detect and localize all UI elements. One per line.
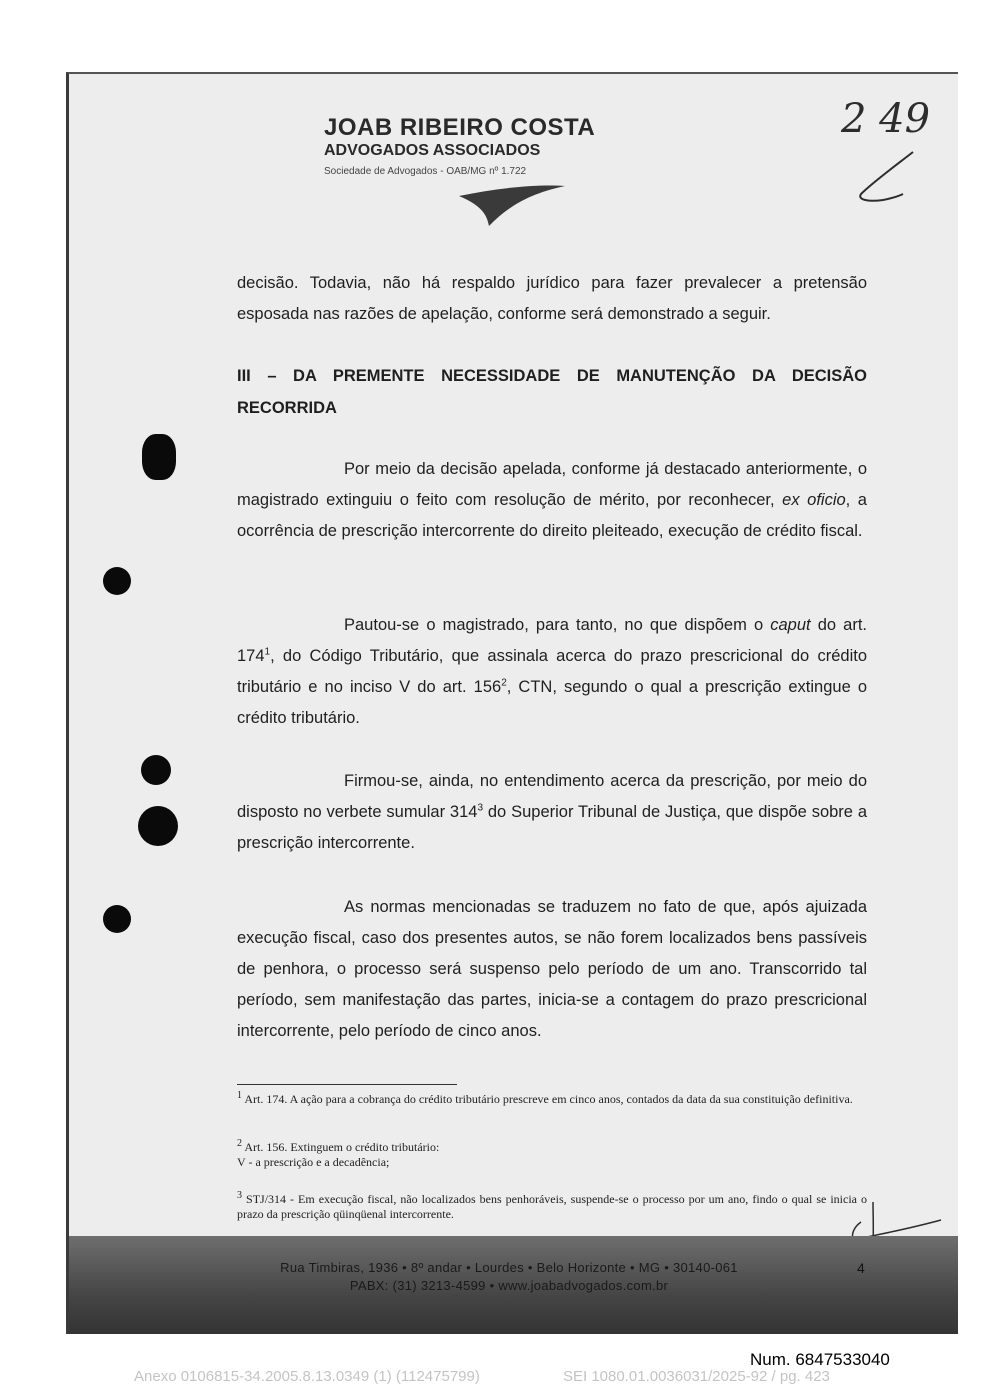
punch-hole-icon	[141, 755, 171, 785]
page-number: 4	[857, 1260, 865, 1276]
footnote-2: $^2$ Art. 156. Extinguem o crédito tributário: V - a prescrição e a decadência;	[237, 1138, 440, 1169]
paragraph-4: As normas mencionadas se traduzem no fato de que, após ajuizada execução fiscal, caso dos presentes autos, se não forem localizados bens passíveis de penhora, o processo será suspenso pelo período de um ano. Transcorrido tal período, sem manifestação das partes, inicia-se a contagem do prazo prescricional intercorrente, pelo período de cinco anos.	[237, 898, 867, 1040]
paragraph-1: Por meio da decisão apelada, conforme já destacado anteriormente, o magistrado extinguiu o feito com resolução de mérito, por reconhecer, ex oficio, a ocorrência de prescrição intercorrente do direito pleiteado, execução de crédito fiscal.	[237, 460, 867, 540]
handwritten-initial-icon	[847, 148, 917, 213]
footer-contact: PABX: (31) 3213-4599 • www.joabadvogados.com.br	[349, 1278, 669, 1293]
punch-hole-icon	[142, 434, 176, 480]
footnote-divider	[237, 1084, 457, 1085]
punch-hole-icon	[103, 905, 131, 933]
paragraph-2: Pautou-se o magistrado, para tanto, no que dispõem o caput do art. $174^1$, do Código Tributário, que assinala acerca do prazo prescricional do crédito tributário e no inciso V do art. $156^2$, CTN, segundo o qual a prescrição extingue o crédito tributário.	[237, 616, 868, 727]
paragraph-3: Firmou-se, ainda, no entendimento acerca da prescrição, por meio do disposto no verbete sumular $314^3$ do Superior Tribunal de Justiça, que dispõe sobre a prescrição intercorrente.	[237, 772, 867, 852]
punch-hole-icon	[138, 806, 178, 846]
handwritten-page-mark: 2 49	[841, 96, 931, 142]
footer-address: Rua Timbiras, 1936 • 8º andar • Lourdes • Belo Horizonte • MG • 30140-061	[280, 1260, 738, 1275]
section-heading: III – DA PREMENTE NECESSIDADE DE MANUTENÇÃO DA DECISÃO RECORRIDA	[237, 367, 867, 417]
swoosh-logo-icon	[457, 182, 567, 233]
intro-paragraph: decisão. Todavia, não há respaldo jurídico para fazer prevalecer a pretensão esposada nas razões de apelação, conforme será demonstrado a seguir.	[237, 274, 867, 323]
scanned-page	[66, 72, 958, 1334]
firm-registration: Sociedade de Advogados - OAB/MG nº 1.722	[324, 166, 527, 177]
firm-subtitle: ADVOGADOS ASSOCIADOS	[324, 142, 541, 159]
sei-reference: SEI 1080.01.0036031/2025-92 / pg. 423	[563, 1368, 830, 1385]
punch-hole-icon	[103, 567, 131, 595]
firm-name: JOAB RIBEIRO COSTA	[324, 114, 596, 141]
footnote-1: $^1$ Art. 174. A ação para a cobrança do crédito tributário prescreve em cinco anos, contados da data da sua constituição definitiva.	[237, 1090, 853, 1106]
annex-reference: Anexo 0106815-34.2005.8.13.0349 (1) (112475799)	[134, 1368, 480, 1385]
document-number: Num. 6847533040	[750, 1350, 890, 1369]
footnote-3: $^3$ STJ/314 - Em execução fiscal, não localizados bens penhoráveis, suspende-se o processo por um ano, findo o qual se inicia o prazo da prescrição qüinqüenal intercorrente.	[237, 1190, 867, 1221]
